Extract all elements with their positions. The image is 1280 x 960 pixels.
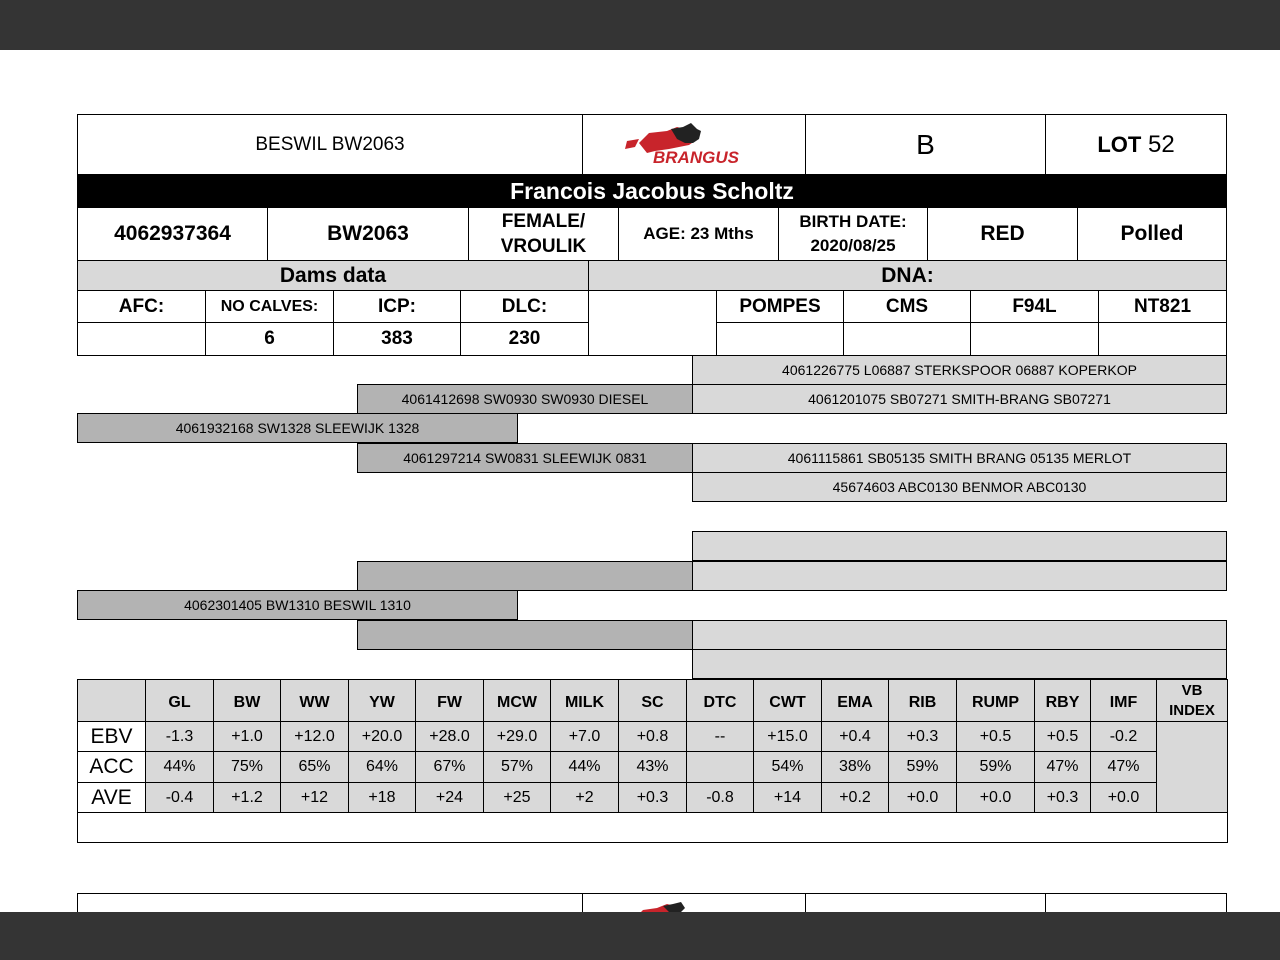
lot-label: LOT [1097,131,1142,157]
dna-header-pompes: POMPES [716,290,844,323]
ebv-ebv-milk: +7.0 [550,721,619,752]
ebv-ave-imf: +0.0 [1090,782,1157,813]
ebv-ave-bw: +1.2 [213,782,281,813]
ebv-ebv-mcw: +29.0 [483,721,551,752]
dams-header-icp: ICP: [333,290,461,323]
ebv-footer-row [77,812,1228,843]
ebv-header-imf: IMF [1090,679,1157,722]
ebv-row-label-acc: ACC [77,751,146,783]
ebv-acc-sc: 43% [618,751,687,783]
pedigree-sire-sire-sire: 4061226775 L06887 STERKSPOOR 06887 KOPERKOP [692,355,1227,385]
dna-value-cms [843,322,971,356]
viewer-top-bar [0,0,1280,50]
ebv-header-bw: BW [213,679,281,722]
birth-label: BIRTH DATE: [799,212,907,231]
ebv-ebv-ema: +0.4 [821,721,889,752]
ebv-header-cwt: CWT [753,679,822,722]
ebv-header-sc: SC [618,679,687,722]
pedigree-dam-sire-dam [692,561,1227,591]
ebv-header-rib: RIB [888,679,957,722]
ebv-ave-cwt: +14 [753,782,822,813]
ebv-ebv-rib: +0.3 [888,721,957,752]
dna-header-cms: CMS [843,290,971,323]
vb-vb-line2: INDEX [1169,701,1215,719]
bull-logo-icon [619,121,769,169]
ebv-acc-gl: 44% [145,751,214,783]
ebv-row-label-ebv: EBV [77,721,146,752]
sex-line1: FEMALE/ [501,211,586,232]
ebv-ebv-ww: +12.0 [280,721,349,752]
dna-value-nt821 [1098,322,1227,356]
ebv-header-vb-index [1156,679,1228,722]
tag-number: BW2063 [267,207,469,261]
dna-value-pompes [716,322,844,356]
pedigree-dam-sire [357,561,693,591]
dna-header-nt821: NT821 [1098,290,1227,323]
ebv-ave-ema: +0.2 [821,782,889,813]
sex-cell [468,207,619,261]
ebv-ave-yw: +18 [348,782,416,813]
ebv-acc-rby: 47% [1034,751,1091,783]
ebv-ebv-rump: +0.5 [956,721,1035,752]
ebv-ebv-fw: +28.0 [415,721,484,752]
pedigree-sire-dam: 4061297214 SW0831 SLEEWIJK 0831 [357,443,693,473]
pedigree-dam-dam-dam [692,649,1227,679]
pedigree-sire-sire: 4061412698 SW0930 SW0930 DIESEL [357,384,693,414]
id-number: 4062937364 [77,207,268,261]
ebv-acc-milk: 44% [550,751,619,783]
dams-header-dlc: DLC: [460,290,589,323]
ebv-ave-mcw: +25 [483,782,551,813]
dna-blank-cell [588,290,717,356]
pedigree-dam-dam-sire [692,620,1227,650]
horn-cell: Polled [1077,207,1227,261]
ebv-ave-gl: -0.4 [145,782,214,813]
dams-value-calves: 6 [205,322,334,356]
ebv-ebv-imf: -0.2 [1090,721,1157,752]
dams-value-afc [77,322,206,356]
ebv-ave-fw: +24 [415,782,484,813]
ebv-header-ww: WW [280,679,349,722]
ebv-acc-rib: 59% [888,751,957,783]
dna-value-f94l [970,322,1099,356]
ebv-ebv-rby: +0.5 [1034,721,1091,752]
lot-cell [1045,114,1227,175]
ebv-ebv-gl: -1.3 [145,721,214,752]
ebv-header-mcw: MCW [483,679,551,722]
colour-cell: RED [927,207,1078,261]
lot-number: 52 [1147,130,1175,158]
dams-header-afc: AFC: [77,290,206,323]
birth-cell [778,207,928,261]
ebv-acc-yw: 64% [348,751,416,783]
grade-cell: B [805,114,1046,175]
pedigree-sire-dam-dam: 45674603 ABC0130 BENMOR ABC0130 [692,472,1227,502]
ebv-acc-cwt: 54% [753,751,822,783]
vb-vb-line1: VB [1181,681,1203,699]
ebv-ebv-dtc: -- [686,721,754,752]
brangus-logo [582,114,806,175]
ebv-header-rby: RBY [1034,679,1091,722]
pedigree-dam: 4062301405 BW1310 BESWIL 1310 [77,590,518,620]
dams-value-icp: 383 [333,322,461,356]
viewer-bottom-bar [0,912,1280,960]
ebv-acc-mcw: 57% [483,751,551,783]
pedigree-dam-dam [357,620,693,650]
pedigree-sire-dam-sire: 4061115861 SB05135 SMITH BRANG 05135 MERLOT [692,443,1227,473]
ebv-ebv-sc: +0.8 [618,721,687,752]
dams-value-dlc: 230 [460,322,589,356]
age-cell: AGE: 23 Mths [618,207,779,261]
dna-header-f94l: F94L [970,290,1099,323]
ebv-header-yw: YW [348,679,416,722]
ebv-header-fw: FW [415,679,484,722]
ebv-acc-ema: 38% [821,751,889,783]
ebv-header-gl: GL [145,679,214,722]
animal-name: BESWIL BW2063 [77,114,583,175]
pedigree-dam-sire-sire [692,531,1227,561]
ebv-acc-rump: 59% [956,751,1035,783]
ebv-ebv-bw: +1.0 [213,721,281,752]
ebv-acc-ww: 65% [280,751,349,783]
dams-data-title: Dams data [77,260,589,291]
ebv-row-label-ave: AVE [77,782,146,813]
ebv-header-dtc: DTC [686,679,754,722]
ebv-ave-rby: +0.3 [1034,782,1091,813]
ebv-header-ema: EMA [821,679,889,722]
svg-text:BRANGUS: BRANGUS [653,147,739,167]
pedigree-sire: 4061932168 SW1328 SLEEWIJK 1328 [77,413,518,443]
ebv-ave-rump: +0.0 [956,782,1035,813]
ebv-header-milk: MILK [550,679,619,722]
ebv-ebv-cwt: +15.0 [753,721,822,752]
ebv-header-rump: RUMP [956,679,1035,722]
ebv-ave-milk: +2 [550,782,619,813]
pedigree-sire-sire-dam: 4061201075 SB07271 SMITH-BRANG SB07271 [692,384,1227,414]
ebv-ebv-yw: +20.0 [348,721,416,752]
owner-name: Francois Jacobus Scholtz [77,175,1227,208]
ebv-acc-bw: 75% [213,751,281,783]
sex-line2: VROULIK [500,236,587,257]
ebv-ave-sc: +0.3 [618,782,687,813]
ebv-acc-fw: 67% [415,751,484,783]
birth-date: 2020/08/25 [810,236,896,255]
ebv-vb-index-value [1156,721,1228,813]
ebv-ave-dtc: -0.8 [686,782,754,813]
ebv-corner-cell [77,679,146,722]
ebv-acc-dtc [686,751,754,783]
ebv-ave-rib: +0.0 [888,782,957,813]
dna-title: DNA: [588,260,1227,291]
ebv-acc-imf: 47% [1090,751,1157,783]
dams-header-calves: NO CALVES: [205,290,334,323]
ebv-ave-ww: +12 [280,782,349,813]
